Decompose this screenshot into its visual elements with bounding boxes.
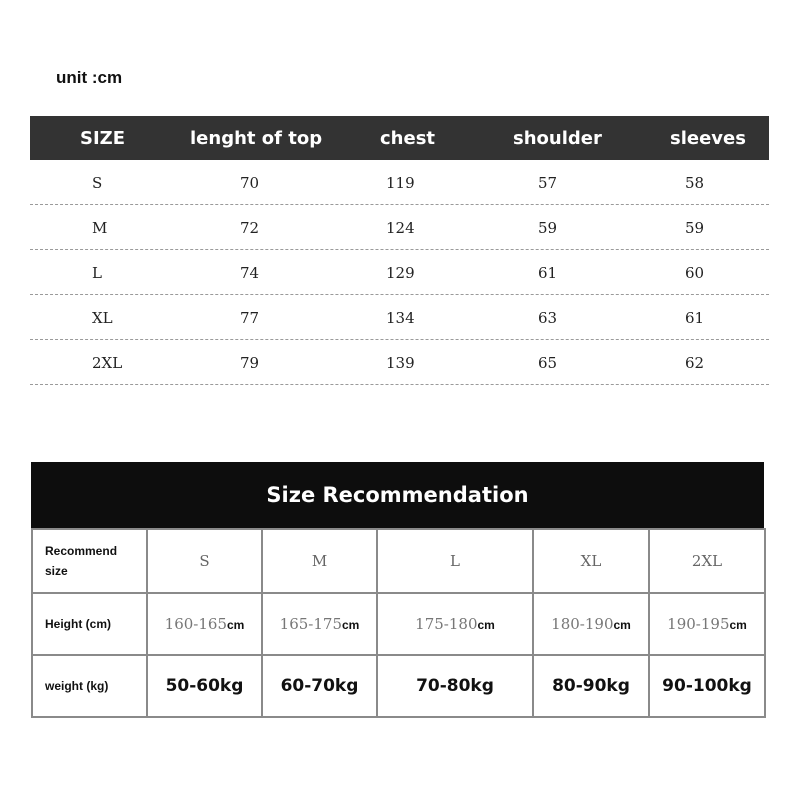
height-cell xyxy=(533,593,649,655)
weight-cell: 60-70kg xyxy=(262,655,377,717)
height-cell xyxy=(377,593,533,655)
cell-chest: 124 xyxy=(386,219,415,237)
cell-size: M xyxy=(92,219,108,237)
size-chart-header xyxy=(30,116,769,160)
cell-length: 79 xyxy=(240,354,260,372)
table-row xyxy=(30,295,769,340)
cell-shoulder: 57 xyxy=(538,174,558,192)
height-value: 190-195 xyxy=(667,615,730,633)
cell-size: XL xyxy=(92,309,113,327)
table-row xyxy=(30,205,769,250)
table-row xyxy=(30,340,769,385)
height-unit: cm xyxy=(613,618,631,632)
cell-size: S xyxy=(92,174,103,192)
cell-chest: 139 xyxy=(386,354,415,372)
size-recommendation-table xyxy=(31,462,764,718)
height-unit: cm xyxy=(227,618,245,632)
weight-label: weight (kg) xyxy=(32,655,147,717)
size-cell: L xyxy=(377,529,533,593)
cell-length: 77 xyxy=(240,309,260,327)
cell-sleeves: 61 xyxy=(685,309,705,327)
height-unit: cm xyxy=(729,618,747,632)
height-cell xyxy=(649,593,765,655)
size-cell: S xyxy=(147,529,262,593)
table-row xyxy=(32,655,765,717)
height-label: Height (cm) xyxy=(32,593,147,655)
cell-chest: 134 xyxy=(386,309,415,327)
height-unit: cm xyxy=(477,618,495,632)
cell-shoulder: 59 xyxy=(538,219,558,237)
weight-cell: 50-60kg xyxy=(147,655,262,717)
cell-size: L xyxy=(92,264,102,282)
header-sleeves: sleeves xyxy=(670,127,746,149)
height-cell xyxy=(262,593,377,655)
weight-cell: 90-100kg xyxy=(649,655,765,717)
table-row xyxy=(30,250,769,295)
header-shoulder: shoulder xyxy=(513,127,602,149)
cell-shoulder: 61 xyxy=(538,264,558,282)
recommend-size-label xyxy=(32,529,147,593)
cell-shoulder: 63 xyxy=(538,309,558,327)
recommend-size-label-line1: Recommend xyxy=(45,544,118,558)
table-row xyxy=(32,593,765,655)
size-cell: 2XL xyxy=(649,529,765,593)
cell-sleeves: 58 xyxy=(685,174,705,192)
cell-length: 72 xyxy=(240,219,260,237)
cell-size: 2XL xyxy=(92,354,123,372)
height-value: 165-175 xyxy=(279,615,342,633)
header-chest: chest xyxy=(380,127,436,149)
size-cell: M xyxy=(262,529,377,593)
weight-cell: 70-80kg xyxy=(377,655,533,717)
size-cell: XL xyxy=(533,529,649,593)
table-row xyxy=(32,529,765,593)
header-length-of-top: lenght of top xyxy=(190,127,323,149)
recommend-size-label-line2: size xyxy=(45,564,68,578)
cell-chest: 129 xyxy=(386,264,415,282)
cell-sleeves: 59 xyxy=(685,219,705,237)
cell-sleeves: 60 xyxy=(685,264,705,282)
size-chart-table xyxy=(30,116,769,385)
cell-length: 70 xyxy=(240,174,260,192)
height-unit: cm xyxy=(342,618,360,632)
cell-chest: 119 xyxy=(386,174,415,192)
height-value: 175-180 xyxy=(415,615,478,633)
height-value: 160-165 xyxy=(164,615,227,633)
height-value: 180-190 xyxy=(551,615,614,633)
height-cell xyxy=(147,593,262,655)
header-size: SIZE xyxy=(80,127,126,149)
cell-length: 74 xyxy=(240,264,260,282)
unit-label: unit :cm xyxy=(56,68,123,87)
cell-sleeves: 62 xyxy=(685,354,705,372)
weight-cell: 80-90kg xyxy=(533,655,649,717)
cell-shoulder: 65 xyxy=(538,354,558,372)
table-row xyxy=(30,160,769,205)
recommendation-title: Size Recommendation xyxy=(31,462,764,528)
